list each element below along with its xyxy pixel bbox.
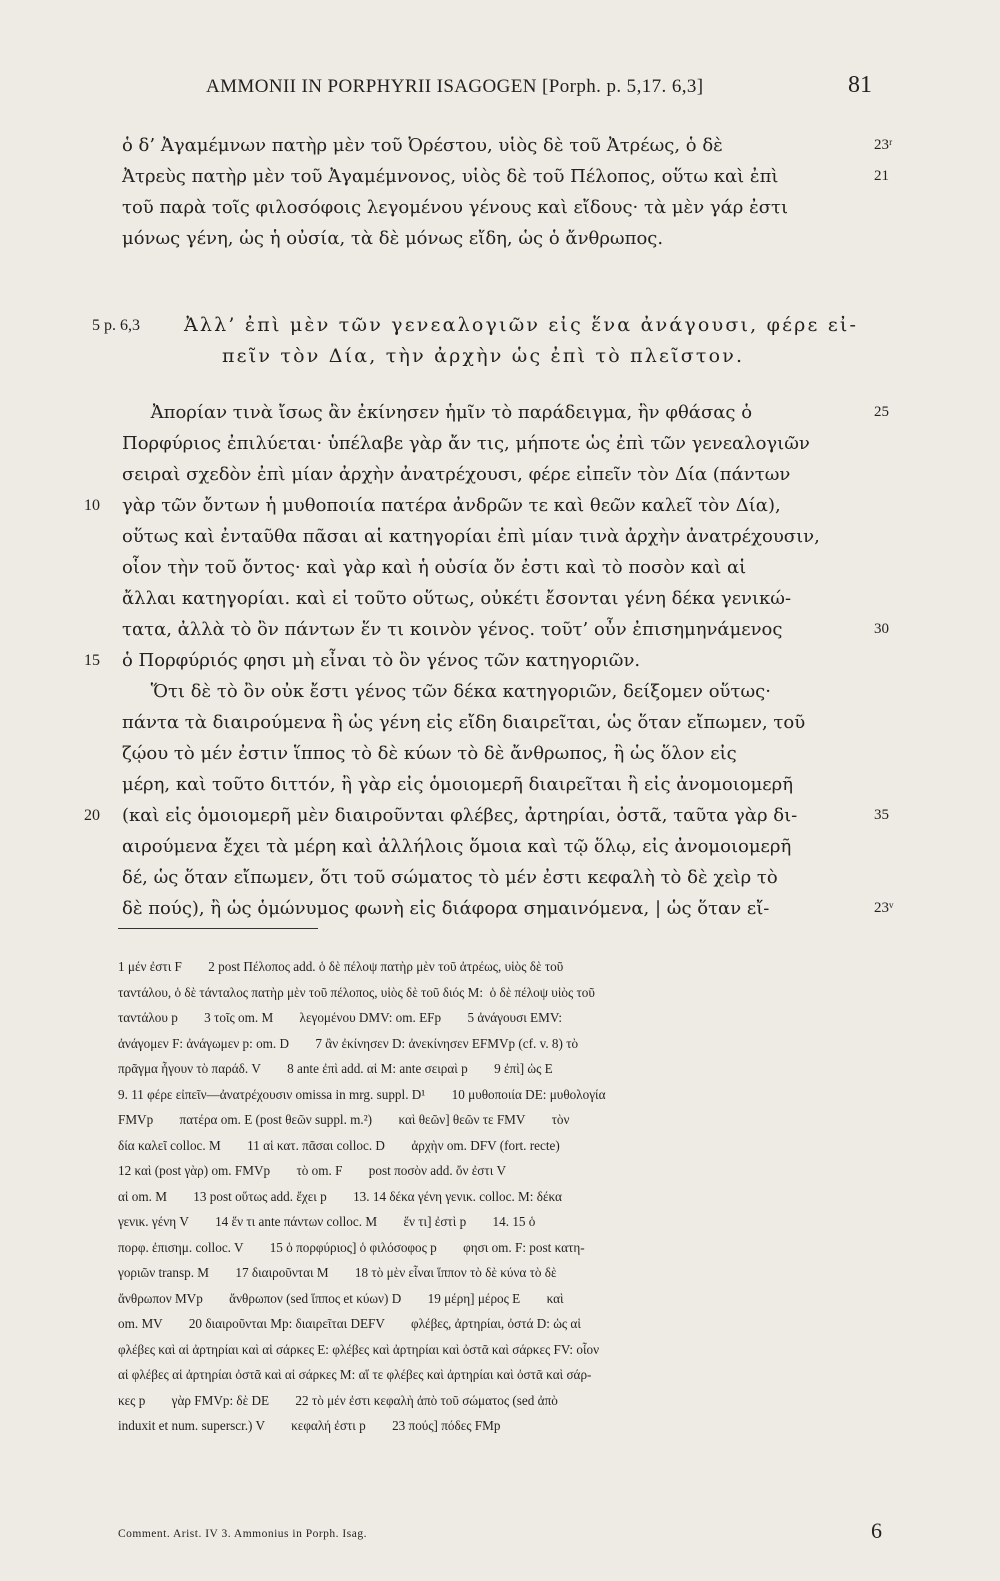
apparatus-line: FMVp πατέρα om. E (post θεῶν suppl. m.²) καὶ θεῶν] θεῶν τε FMV τὸν bbox=[118, 1112, 570, 1127]
margin-folio: 23ʳ bbox=[874, 137, 893, 153]
lemma bbox=[92, 310, 867, 372]
text-line: οὕτως καὶ ἐνταῦθα πᾶσαι αἱ κατηγορίαι ἐπὶ μίαν τινὰ ἀρχὴν ἀνατρέχουσιν, bbox=[122, 526, 820, 547]
margin-reference: 25 bbox=[874, 404, 889, 420]
apparatus-line: om. MV 20 διαιροῦνται Mp: διαιρεῖται DEFV φλέβες, ἀρτηρίαι, ὀστά D: ὡς αἱ bbox=[118, 1316, 581, 1331]
commentary-text bbox=[84, 397, 894, 924]
sheet-number: 6 bbox=[871, 1518, 882, 1543]
apparatus-line: 9. 11 φέρε εἰπεῖν—ἀνατρέχουσιν omissa in mrg. suppl. D¹ 10 μυθοποιία DE: μυθολογία bbox=[118, 1086, 606, 1102]
text-line: αιρούμενα ἔχει τὰ μέρη καὶ ἀλλήλοις ὅμοια καὶ τῷ ὅλῳ, εἰς ἀνομοιομερῆ bbox=[122, 836, 792, 857]
apparatus-line: γενικ. γένη V 14 ἕν τι ante πάντων colloc. M ἕν τι] ἐστὶ p 14. 15 ὁ bbox=[118, 1214, 536, 1229]
text-line: σειραὶ σχεδὸν ἐπὶ μίαν ἀρχὴν ἀνατρέχουσι, φέρε εἰπεῖν τὸν Δία (πάντων bbox=[122, 464, 791, 485]
apparatus-line: κες p γὰρ FMVp: δὲ DE 22 τὸ μέν ἐστι κεφαλὴ ἀπὸ τοῦ σώματος (sed ἀπὸ bbox=[118, 1392, 558, 1408]
text-line: Ἀτρεὺς πατὴρ μὲν τοῦ Ἀγαμέμνονος, υἱὸς δὲ τοῦ Πέλοπος, οὕτω καὶ ἐπὶ 21 bbox=[122, 161, 867, 192]
text-line: ζῴου τὸ μέν ἐστιν ἵππος τὸ δὲ κύων τὸ δὲ ἄνθρωπος, ἢ ὡς ὅλον εἰς bbox=[122, 743, 737, 764]
apparatus-line: 1 μέν ἐστι F 2 post Πέλοπος add. ὁ δὲ πέλοψ πατὴρ μὲν τοῦ ἀτρέως, υἱὸς δὲ τοῦ bbox=[118, 959, 564, 974]
text-line: Ἀπορίαν τινὰ ἴσως ἂν ἐκίνησεν ἡμῖν τὸ παράδειγμα, ἣν φθάσας ὁ 25 bbox=[122, 397, 867, 428]
apparatus-line: induxit et num. superscr.) V κεφαλή ἐστι p 23 πούς] πόδες FMp bbox=[118, 1418, 501, 1433]
text-line: μόνως γένη, ὡς ἡ οὐσία, τὰ δὲ μόνως εἴδη, ὡς ὁ ἄνθρωπος. bbox=[122, 228, 664, 249]
apparatus-line: πρᾶγμα ἦγουν τὸ παράδ. V 8 ante ἐπὶ add. αἱ M: ante σειραὶ p 9 ἐπὶ] ὡς E bbox=[118, 1061, 553, 1076]
margin-line-number: 20 bbox=[84, 807, 100, 824]
apparatus-line: δία καλεῖ colloc. M 11 αἱ κατ. πᾶσαι colloc. D ἀρχὴν om. DFV (fort. recte) bbox=[118, 1137, 560, 1153]
critical-apparatus bbox=[118, 954, 880, 1439]
text-line: τοῦ παρὰ τοῖς φιλοσόφοις λεγομένου γένους καὶ εἴδους· τὰ μὲν γάρ ἐστι bbox=[122, 197, 789, 218]
apparatus-line: πορφ. ἐπισημ. colloc. V 15 ὁ πορφύριος] ὁ φιλόσοφος p φησι om. F: post κατη- bbox=[118, 1239, 585, 1255]
page-number: 81 bbox=[848, 72, 872, 98]
text-line: ὁ δ’ Ἀγαμέμνων πατὴρ μὲν τοῦ Ὀρέστου, υἱὸς δὲ τοῦ Ἀτρέως, ὁ δὲ 23ʳ bbox=[122, 130, 867, 161]
text-line: 10 γὰρ τῶν ὄντων ἡ μυθοποιία πατέρα ἀνδρῶν τε καὶ θεῶν καλεῖ τὸν Δία), bbox=[122, 490, 867, 521]
text-line: μέρη, καὶ τοῦτο διττόν, ἢ γὰρ εἰς ὁμοιομερῆ διαιρεῖται ἢ εἰς ἀνομοιομερῆ bbox=[122, 774, 794, 795]
text-line: 20 (καὶ εἰς ὁμοιομερῆ μὲν διαιροῦνται φλέβες, ἀρτηρίαι, ὀστᾶ, ταῦτα γὰρ δι- 35 bbox=[122, 800, 867, 831]
text-line: πάντα τὰ διαιρούμενα ἢ ὡς γένη εἰς εἴδη διαιρεῖται, ὡς ὅταν εἴπωμεν, τοῦ bbox=[122, 712, 806, 733]
lemma-line: 5 p. 6,3 Ἀλλ’ ἐπὶ μὲν τῶν γενεαλογιῶν εἰς ἕνα ἀνάγουσι, φέρε εἰ- bbox=[122, 310, 867, 341]
apparatus-line: φλέβες καὶ αἱ ἀρτηρίαι καὶ αἱ σάρκες E: φλέβες καὶ ἀρτηρίαι καὶ ὀστᾶ καὶ σάρκες FV: οἷον bbox=[118, 1341, 600, 1357]
margin-line-number: 15 bbox=[84, 652, 100, 669]
text-line: οἷον τὴν τοῦ ὄντος· καὶ γὰρ καὶ ἡ οὐσία ὄν ἐστι καὶ τὸ ποσὸν καὶ αἱ bbox=[122, 557, 747, 578]
text-line: δέ, ὡς ὅταν εἴπωμεν, ὅτι τοῦ σώματος τὸ μέν ἐστι κεφαλὴ τὸ δὲ χεὶρ τὸ bbox=[122, 867, 778, 888]
running-head: AMMONII IN PORPHYRII ISAGOGEN [Porph. p. 5,17. 6,3] bbox=[206, 76, 704, 97]
apparatus-line: αἱ φλέβες αἱ ἀρτηρίαι ὀστᾶ καὶ αἱ σάρκες M: αἵ τε φλέβες καὶ ἀρτηρίαι καὶ ὀστᾶ καὶ σάρ- bbox=[118, 1367, 592, 1382]
text-line: 15 ὁ Πορφύριός φησι μὴ εἶναι τὸ ὂν γένος τῶν κατηγοριῶν. bbox=[122, 645, 867, 676]
page-header bbox=[118, 72, 872, 104]
apparatus-line: ἄνθρωπον MVp ἄνθρωπον (sed ἵππος et κύων) D 19 μέρη] μέρος E καὶ bbox=[118, 1290, 564, 1306]
margin-reference: 30 bbox=[874, 621, 889, 637]
text-line: ἄλλαι κατηγορίαι. καὶ εἰ τοῦτο οὕτως, οὐκέτι ἔσονται γένη δέκα γενικώ- bbox=[122, 588, 792, 609]
lemma-reference: 5 p. 6,3 bbox=[92, 317, 140, 334]
margin-line-number: 21 bbox=[874, 168, 889, 184]
page-footer bbox=[118, 1518, 882, 1552]
apparatus-line: ταντάλου, ὁ δὲ τάνταλος πατὴρ μὲν τοῦ πέλοπος, υἱὸς δὲ τοῦ διός M: ὁ δὲ πέλοψ υἱὸς τοῦ bbox=[118, 984, 595, 1000]
text-line: δὲ πούς), ἢ ὡς ὁμώνυμος φωνὴ εἰς διάφορα σημαινόμενα, | ὡς ὅταν εἴ- 23ᵛ bbox=[122, 893, 867, 924]
margin-reference: 23ᵛ bbox=[874, 900, 894, 916]
printer-signature: Comment. Arist. IV 3. Ammonius in Porph. Isag. bbox=[118, 1528, 367, 1540]
intro-text bbox=[122, 130, 893, 254]
lemma-line: πεῖν τὸν Δία, τὴν ἀρχὴν ὡς ἐπὶ τὸ πλεῖστον. bbox=[222, 345, 745, 367]
apparatus-line: 12 καὶ (post γὰρ) om. FMVp τὸ om. F post ποσὸν add. ὄν ἐστι V bbox=[118, 1163, 507, 1178]
apparatus-line: γοριῶν transp. M 17 διαιροῦνται M 18 τὸ μὲν εἶναι ἵππον τὸ δὲ κύνα τὸ δὲ bbox=[118, 1265, 557, 1280]
text-line: Πορφύριος ἐπιλύεται· ὑπέλαβε γὰρ ἄν τις, μήποτε ὡς ἐπὶ τῶν γενεαλογιῶν bbox=[122, 433, 810, 454]
apparatus-line: αἱ om. M 13 post οὕτως add. ἔχει p 13. 14 δέκα γένη γενικ. colloc. M: δέκα bbox=[118, 1188, 562, 1204]
apparatus-line: ταντάλου p 3 τοῖς om. M λεγομένου DMV: om. EFp 5 ἀνάγουσι EMV: bbox=[118, 1010, 563, 1025]
margin-line-number: 10 bbox=[84, 497, 100, 514]
apparatus-line: ἀνάγομεν F: ἀνάγωμεν p: om. D 7 ἂν ἐκίνησεν D: ἀνεκίνησεν EFMVp (cf. v. 8) τὸ bbox=[118, 1035, 579, 1051]
text-line: τατα, ἀλλὰ τὸ ὂν πάντων ἕν τι κοινὸν γένος. τοῦτ’ οὖν ἐπισημηνάμενος 30 bbox=[122, 614, 867, 645]
text-line: Ὅτι δὲ τὸ ὂν οὐκ ἔστι γένος τῶν δέκα κατηγοριῶν, δείξομεν οὕτως· bbox=[122, 681, 771, 702]
apparatus-divider bbox=[118, 928, 318, 929]
margin-reference: 35 bbox=[874, 807, 889, 823]
